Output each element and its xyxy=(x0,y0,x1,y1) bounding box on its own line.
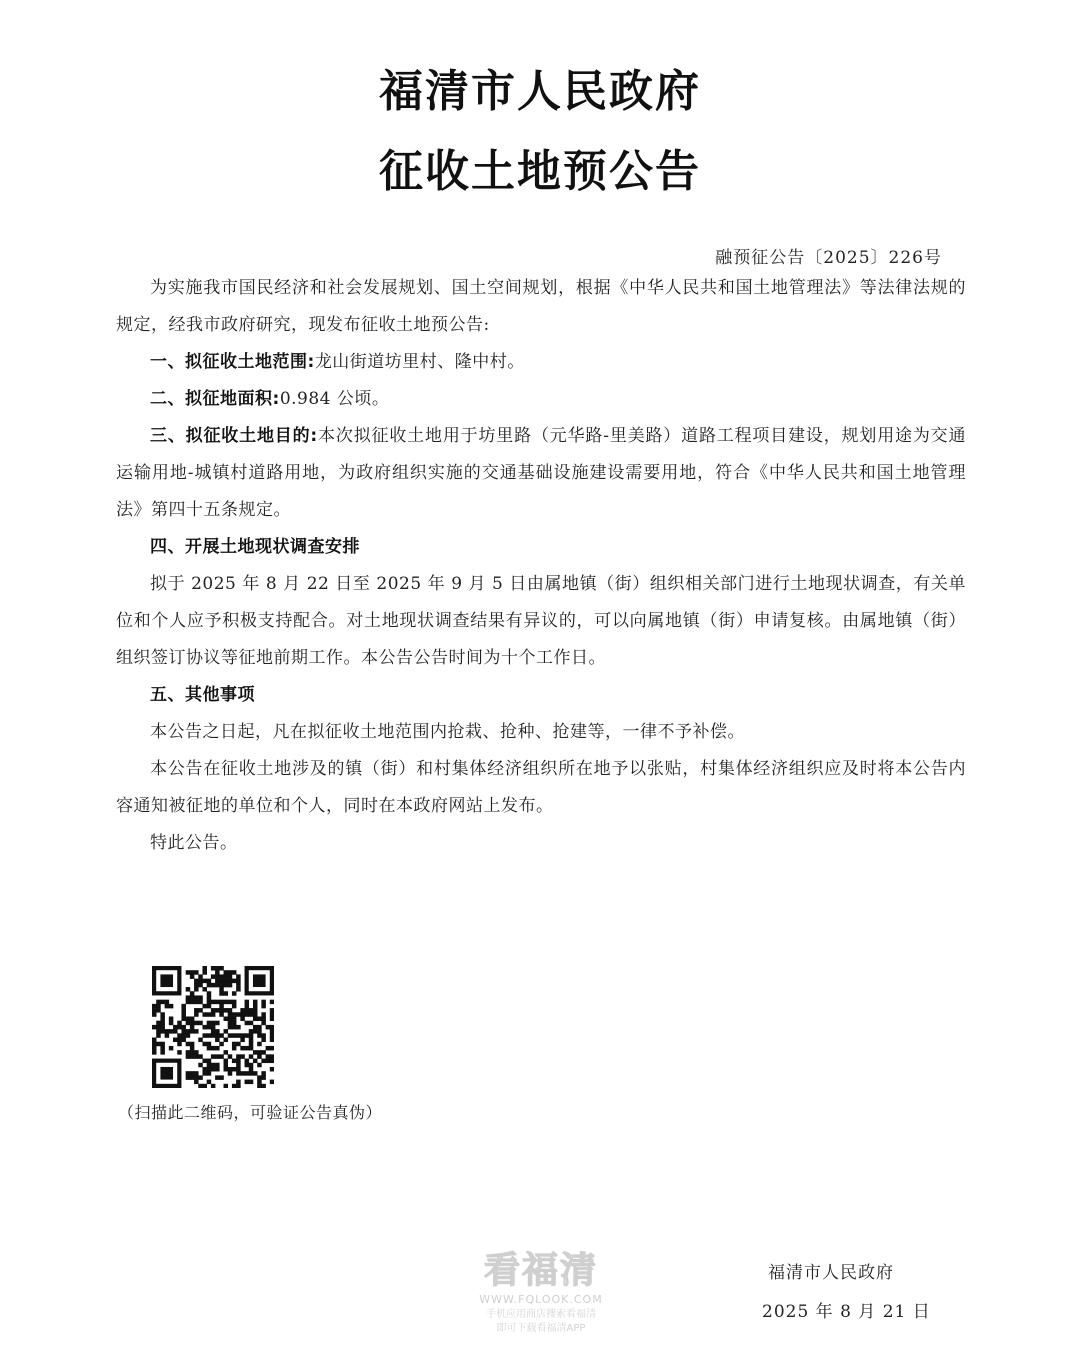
section2 xyxy=(116,381,966,418)
document-body xyxy=(116,270,966,862)
section5-heading: 五、其他事项 xyxy=(150,685,255,705)
section2-heading: 二、拟征地面积: xyxy=(150,389,280,409)
watermark-line2: 即可下载看福清APP xyxy=(496,1323,586,1334)
intro-paragraph: 为实施我市国民经济和社会发展规划、国土空间规划，根据《中华人民共和国土地管理法》等法律法规的规定，经我市政府研究，现发布征收土地预公告: xyxy=(116,278,966,335)
section2-content: 0.984 公顷。 xyxy=(279,389,390,409)
section1 xyxy=(116,344,966,381)
watermark xyxy=(466,1250,616,1336)
qr-code-icon[interactable] xyxy=(152,966,274,1088)
qr-caption: （扫描此二维码，可验证公告真伪） xyxy=(118,1103,383,1122)
watermark-logo: 看福清 xyxy=(483,1250,598,1291)
document-title-line1: 福清市人民政府 xyxy=(379,66,701,117)
section1-content: 龙山街道坊里村、隆中村。 xyxy=(314,352,525,372)
section4-content: 拟于 2025 年 8 月 22 日至 2025 年 9 月 5 日由属地镇（街）组织相关部门进行土地现状调查，有关单位和个人应予积极支持配合。对土地现状调查结果有异议的，可以向属地镇（街）申请复核。由属地镇（街）组织签订协议等征地前期工作。本公告公告时间为十个工作日。 xyxy=(116,574,966,668)
section3 xyxy=(116,418,966,529)
document-title-line2: 征收土地预公告 xyxy=(379,146,701,197)
watermark-line1: 手机应用商店搜索看福清 xyxy=(486,1309,596,1320)
section3-heading: 三、拟征收土地目的: xyxy=(150,426,318,446)
section3-content: 本次拟征收土地用于坊里路（元华路-里美路）道路工程项目建设，规划用途为交通运输用地-城镇村道路用地，为政府组织实施的交通基础设施建设需要用地，符合《中华人民共和国土地管理法》第四十五条规定。 xyxy=(116,426,966,520)
qr-code-graphic xyxy=(152,966,274,1088)
signature-date: 2025 年 8 月 21 日 xyxy=(762,1302,931,1322)
section5-para1: 本公告之日起，凡在拟征收土地范围内抢栽、抢种、抢建等，一律不予补偿。 xyxy=(150,722,745,742)
section4-heading: 四、开展土地现状调查安排 xyxy=(150,537,360,557)
section1-heading: 一、拟征收土地范围: xyxy=(150,352,315,372)
section5-para2: 本公告在征收土地涉及的镇（街）和村集体经济组织所在地予以张贴，村集体经济组织应及时将本公告内容通知被征地的单位和个人，同时在本政府网站上发布。 xyxy=(116,759,966,816)
signature-org: 福清市人民政府 xyxy=(768,1263,894,1283)
watermark-url: WWW.FQLOOK.COM xyxy=(479,1293,603,1306)
section5-para3: 特此公告。 xyxy=(150,833,238,853)
document-number: 融预征公告〔2025〕226号 xyxy=(715,248,942,268)
